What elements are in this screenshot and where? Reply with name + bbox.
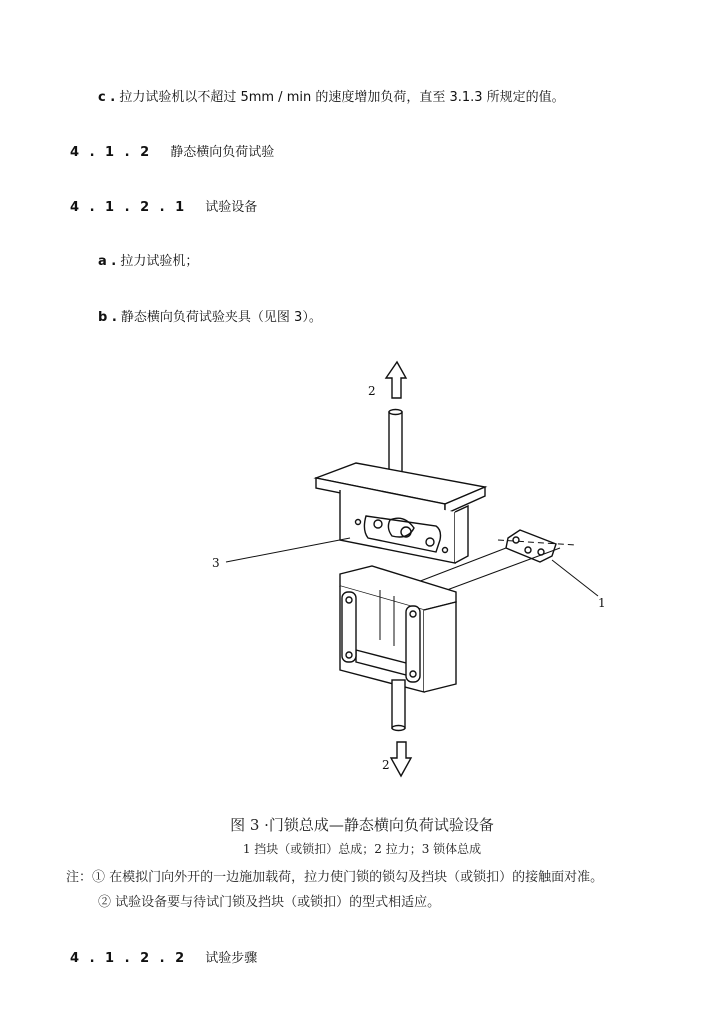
section-number: 4 . 1 . 2 [70,145,153,160]
figure-caption: 图 3 ·门锁总成—静态横向负荷试验设备 [230,816,494,834]
note-prefix: 注： [66,870,93,885]
section-number: 4 . 1 . 2 . 2 [70,951,188,966]
item-label: a . [98,254,117,269]
label-top-arrow: 2 [368,384,376,398]
note-text: ① 在模拟门向外开的一边施加载荷，拉力使门锁的锁勾及挡块（或锁扣）的接触面对准。 [92,870,604,885]
section-heading-4-1-2-2 [70,947,257,966]
note-2: ② 试验设备要与待试门锁及挡块（或锁扣）的型式相适应。 [98,895,441,910]
striker-assembly [506,530,556,562]
label-bottom-arrow: 2 [382,758,390,772]
item-text: 拉力试验机以不超过 5mm / min 的速度增加负荷，直至 3.1.3 所规定的值。 [119,90,565,105]
section-title: 试验步骤 [205,951,258,966]
section-title: 静态横向负荷试验 [170,145,275,160]
section-number: 4 . 1 . 2 . 1 [70,200,188,215]
top-pull-arrow-icon [386,362,406,398]
top-rod [389,412,402,474]
item-text: 静态横向负荷试验夹具（见图 3）。 [120,310,322,325]
item-text: 拉力试验机； [120,254,199,269]
item-label: c . [98,90,116,105]
label-part-3: 3 [212,556,220,570]
item-label: b . [98,310,117,325]
figure-legend: 1 挡块（或锁扣）总成；2 拉力；3 锁体总成 [242,842,482,856]
section-title: 试验设备 [205,200,258,215]
note-1 [66,866,603,885]
bottom-pull-arrow-icon [391,742,411,776]
bottom-rod [392,680,405,728]
label-part-1: 1 [598,596,606,610]
